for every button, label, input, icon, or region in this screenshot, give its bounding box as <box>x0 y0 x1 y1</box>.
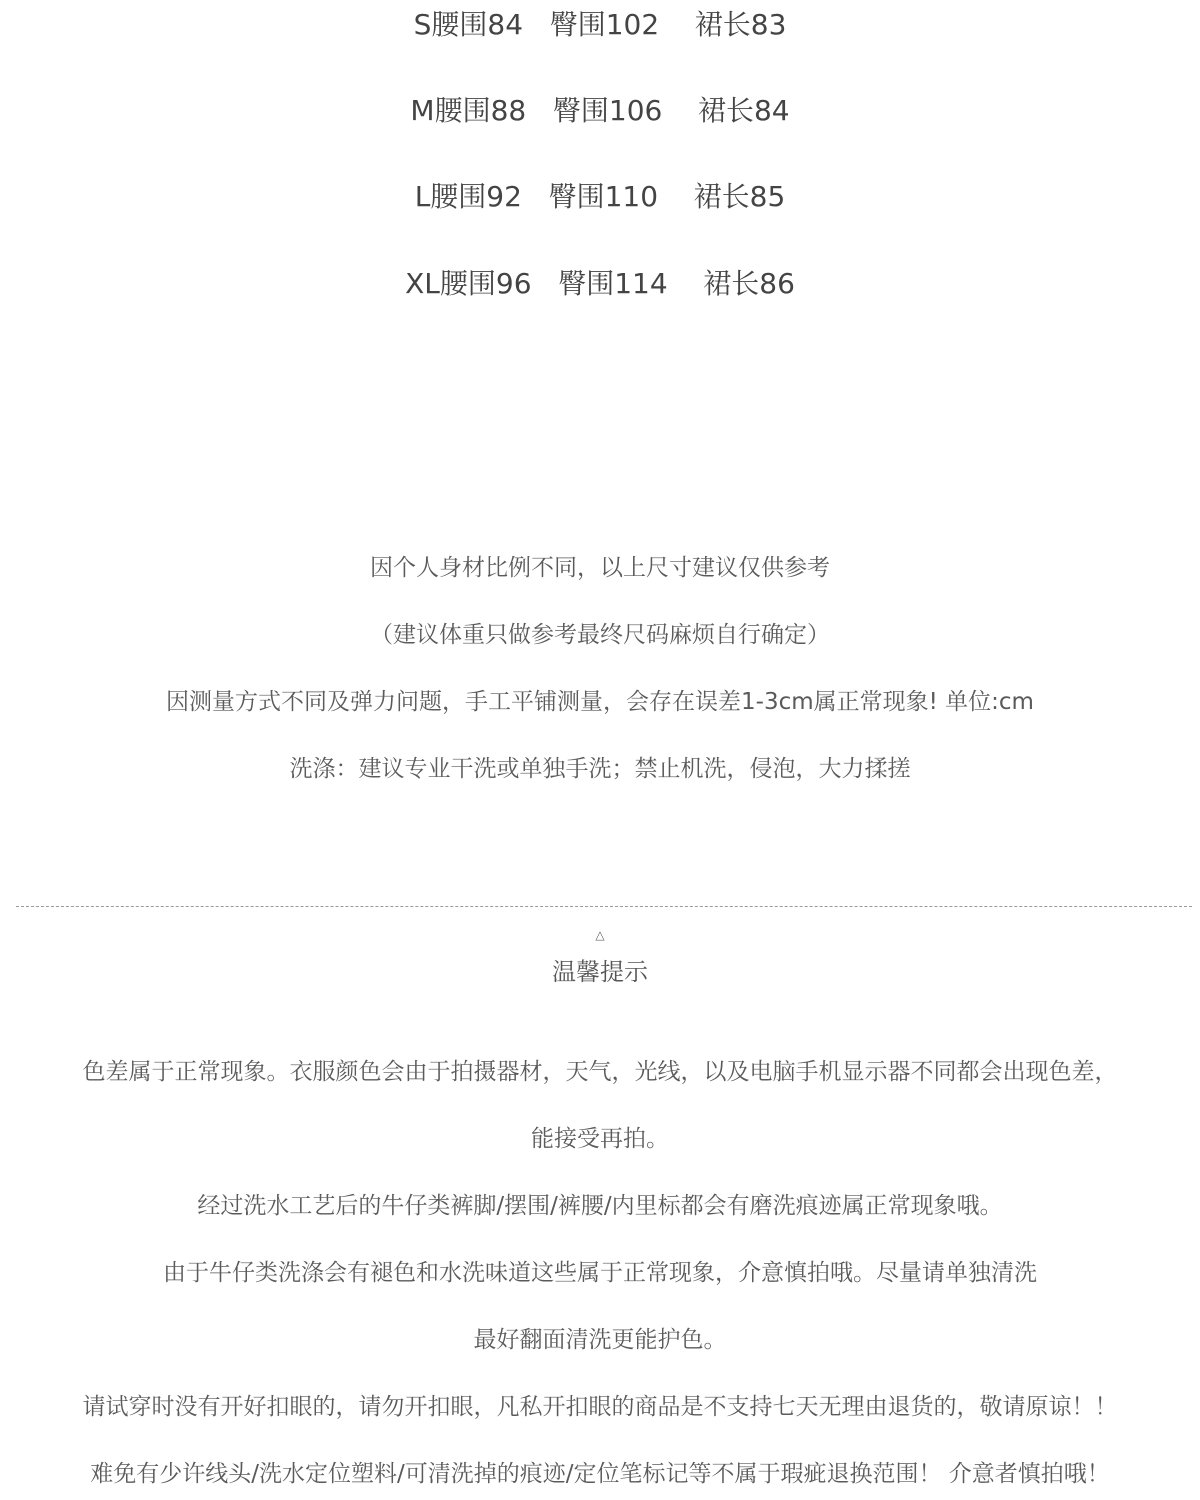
note-measurement-error: 因测量方式不同及弹力问题，手工平铺测量，会存在误差1-3cm属正常现象! 单位:cm <box>166 689 1034 715</box>
size-row-s: S腰围84 臀围102 裙长83 <box>413 8 787 41</box>
tip-line: 色差属于正常现象。衣服颜色会由于拍摄器材，天气，光线，以及电脑手机显示器不同都会出现色差， <box>82 1059 1118 1085</box>
size-row-m: M腰围88 臀围106 裙长84 <box>410 94 790 127</box>
triangle-icon: △ <box>595 928 605 942</box>
note-weight-reference: （建议体重只做参考最终尺码麻烦自行确定） <box>370 622 830 648</box>
tip-line: 经过洗水工艺后的牛仔类裤脚/摆围/裤腰/内里标都会有磨洗痕迹属正常现象哦。 <box>197 1193 1003 1219</box>
size-row-xl: XL腰围96 臀围114 裙长86 <box>405 267 795 300</box>
note-size-reference: 因个人身材比例不同，以上尺寸建议仅供参考 <box>370 555 830 581</box>
tip-line: 能接受再拍。 <box>531 1126 669 1152</box>
note-washing: 洗涤：建议专业干洗或单独手洗；禁止机洗，侵泡，大力揉搓 <box>289 756 911 782</box>
tip-line: 请试穿时没有开好扣眼的，请勿开扣眼，凡私开扣眼的商品是不支持七天无理由退货的，敬请原谅！！ <box>82 1394 1118 1420</box>
tips-title: 温馨提示 <box>552 958 648 986</box>
tip-line: 难免有少许线头/洗水定位塑料/可清洗掉的痕迹/定位笔标记等不属于瑕疵退换范围！ 介意者慎拍哦！ <box>90 1461 1110 1487</box>
tip-line: 由于牛仔类洗涤会有褪色和水洗味道这些属于正常现象，介意慎拍哦。尽量请单独清洗 <box>163 1260 1037 1286</box>
tip-line: 最好翻面清洗更能护色。 <box>473 1327 727 1353</box>
dashed-divider <box>16 906 1192 907</box>
size-row-l: L腰围92 臀围110 裙长85 <box>414 180 786 213</box>
